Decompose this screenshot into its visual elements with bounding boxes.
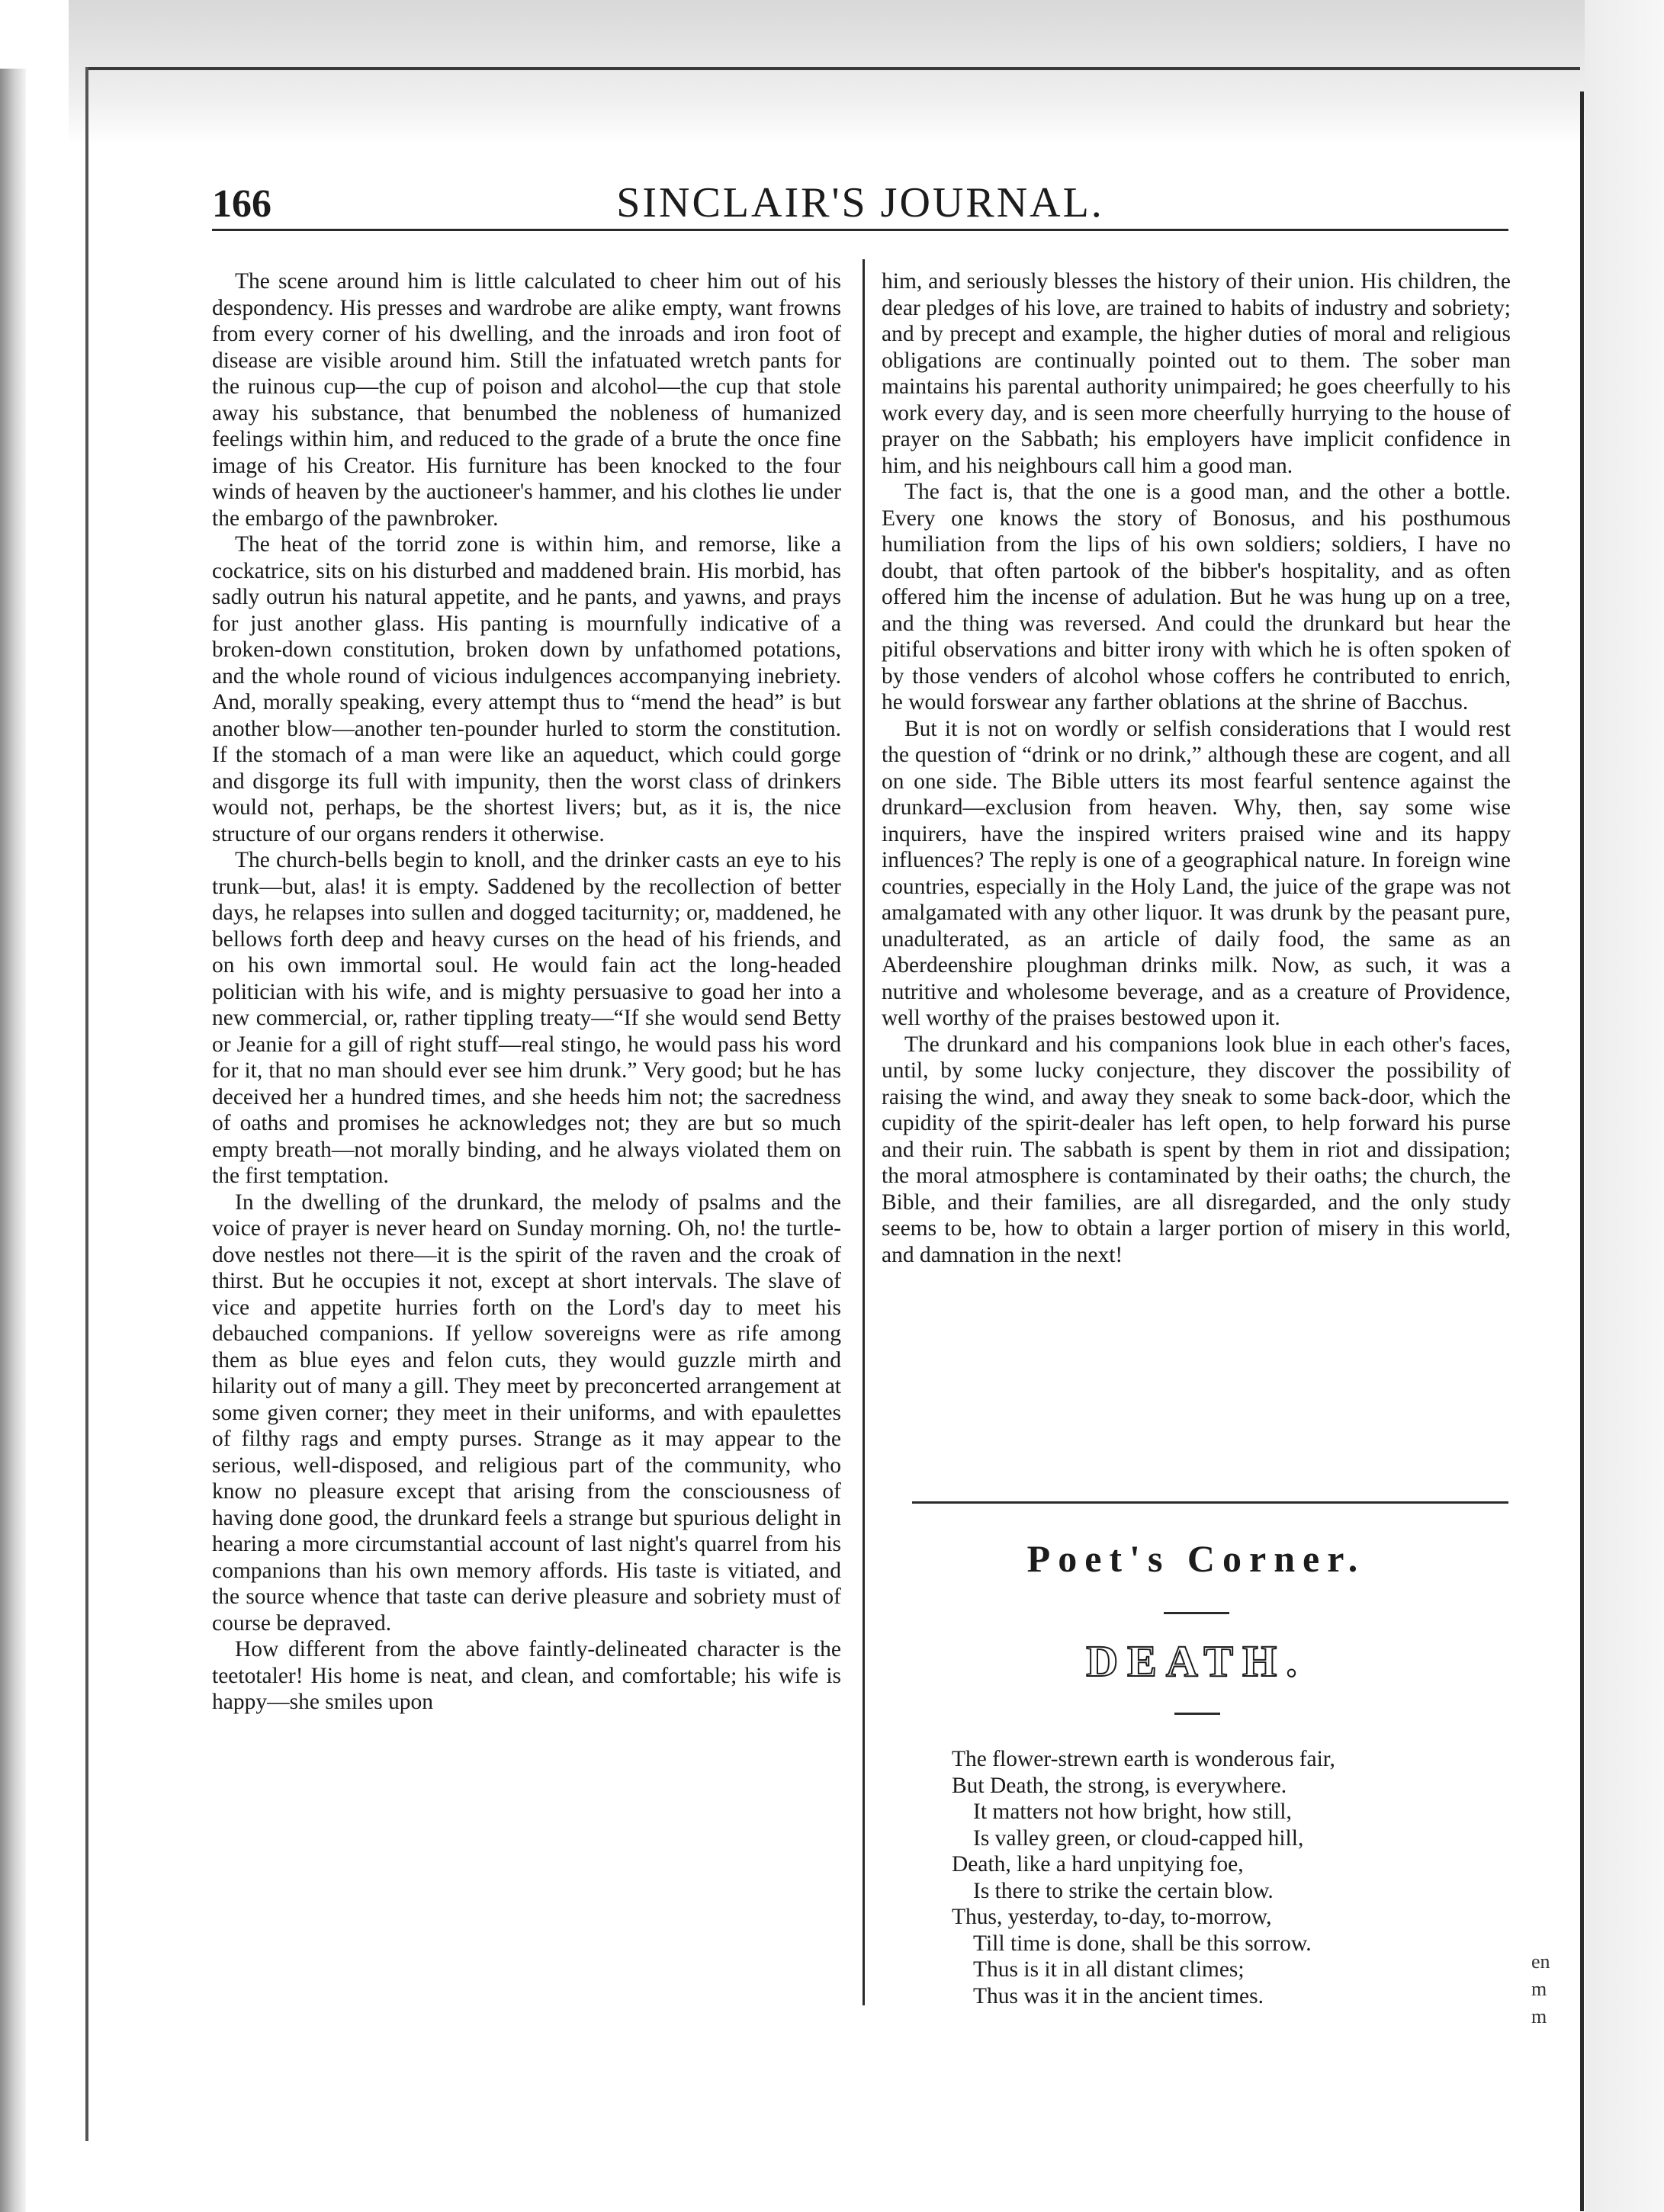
page-header (212, 175, 1508, 231)
paragraph: How different from the above faintly-delineated character is the teetotaler! His home is neat, and clean, and comfortable; his wife is happy—she smiles upon (212, 1637, 841, 1714)
paragraph: But it is not on wordly or selfish considerations that I would rest the question of “drink or no drink,” although these are cogent, and all on one side. The Bible utters its most fearful sentence against the drunkard—exclusion from heaven. Why, then, say some wise inquirers, have the inspired writers praised wine and its happy influences? The reply is one of a geographical nature. In foreign wine countries, especially in the Holy Land, the juice of the grape was not amalgamated with any other liquor. It was drunk by the peasant pure, unadulterated, as an article of daily food, the same as an Aberdeenshire ploughman drinks milk. Now, as such, it was a nutritive and wholesome beverage, and as a creature of Providence, well worthy of the praises bestowed upon it. (882, 716, 1511, 1030)
poem-line: Till time is done, shall be this sorrow. (973, 1931, 1312, 1956)
column-divider (863, 259, 865, 2005)
paragraph: him, and seriously blesses the history of their union. His children, the dear pledges of his love, are trained to habits of industry and sobriety; and by precept and example, the higher duties of moral and religious obligations are continually pointed out to them. The sober man maintains his parental authority unimpaired; he goes cheerfully to his work every day, and is seen more cheerfully hurrying to the house of prayer on the Sabbath; his employers have implicit confidence in him, and his neighbours call him a good man. (882, 269, 1511, 478)
page-border-left (85, 67, 88, 2141)
short-rule (1174, 1713, 1220, 1715)
poem-line: Is valley green, or cloud-capped hill, (973, 1825, 1304, 1851)
poem-line: But Death, the strong, is everywhere. (952, 1773, 1287, 1798)
short-rule (1164, 1612, 1229, 1614)
section-rule (912, 1501, 1508, 1504)
poem-line: It matters not how bright, how still, (973, 1799, 1292, 1824)
binding-edge (0, 69, 26, 2212)
poem-line: Thus was it in the ancient times. (973, 1983, 1264, 2008)
poem-line: Death, like a hard unpitying foe, (952, 1852, 1244, 1877)
paragraph: The heat of the torrid zone is within him, and remorse, like a cockatrice, sits on his disturbed and maddened brain. His morbid, has sadly outrun his natural appetite, and he pants, and yawns, and prays for just another glass. His panting is mournfully indicative of a broken-down constitution, broken down by unfathomed potations, and the whole round of vicious indulgences accompanying inebriety. And, morally speaking, every attempt thus to “mend the head” is but another blow—another ten-pounder hurled to storm the constitution. If the stomach of a man were like an aqueduct, which could gorge and disgorge its full with impunity, then the worst class of drinkers would not, perhaps, be the shortest livers; but, as it is, the nice structure of our organs renders it otherwise. (212, 532, 841, 846)
paragraph: In the dwelling of the drunkard, the melody of psalms and the voice of prayer is never heard on Sunday morning. Oh, no! the turtle-dove nestles not there—it is the spirit of the raven and the croak of thirst. But he occupies it not, except at short intervals. The slave of vice and appetite hurries forth on the Lord's day to meet his debauched companions. If yellow sovereigns were as rife among them as blue eyes and felon cuts, they would guzzle mirth and hilarity out of many a gill. They meet by preconcerted arrangement at some given corner; they meet in their uniforms, and with epaulettes of filthy rags and empty purses. Strange as it may appear to the serious, well-disposed, and religious part of the community, who know no pleasure except that arising from the consciousness of having done good, the drunkard feels a strange but spurious delight in hearing a more circumstantial account of last night's quarrel from his companions than his own memory affords. His taste is vitiated, and the source whence that taste can derive pleasure and sobriety must of course be depraved. (212, 1189, 841, 1636)
margin-fragment: en (1531, 1950, 1550, 1973)
poem-title: DEATH. (1086, 1636, 1306, 1686)
poets-corner-heading: Poet's Corner. (1026, 1537, 1366, 1580)
margin-fragment: m (1531, 2005, 1547, 2027)
page-right-rule (1580, 91, 1584, 2211)
poem-line: Thus is it in all distant climes; (973, 1957, 1245, 1982)
right-column (882, 268, 1511, 1268)
scan-top-edge (69, 0, 1586, 145)
margin-fragment: m (1531, 1978, 1547, 2000)
paragraph: The drunkard and his companions look blue in each other's faces, until, by some lucky conjecture, they discover the possibility of raising the wind, and away they sneak to some back-door, which the cupidity of the spirit-dealer has left open, to help forward his purse and their ruin. The sabbath is spent by them in riot and dissipation; the moral atmosphere is contaminated by their oaths; the church, the Bible, and their families, are all disregarded, and the only study seems to be, how to obtain a larger portion of misery in this world, and damnation in the next! (882, 1032, 1511, 1267)
next-page-strip (1585, 0, 1664, 2212)
running-title: SINCLAIR'S JOURNAL. (616, 179, 1104, 226)
paragraph: The church-bells begin to knoll, and the drinker casts an eye to his trunk—but, alas! it is empty. Saddened by the recollection of better days, he relapses into sullen and dogged taciturnity; or, maddened, he bellows forth deep and heavy curses on the head of his friends, and on his own immortal soul. He would fain act the long-headed politician with his wife, and is mighty persuasive to goad her into a new commercial, or, rather tippling treaty—“If she would send Betty or Jeanie for a gill of right stuff—real stingo, he would pass his word for it, that no man should ever see him drunk.” Very good; but he has deceived her a hundred times, and she heeds him not; the sacredness of oaths and promises he acknowledges not; they are but so much empty breath—not morally binding, and he always violated them on the first temptation. (212, 848, 841, 1188)
paragraph: The fact is, that the one is a good man, and the other a bottle. Every one knows the story of Bonosus, and his posthumous humiliation from the lips of his own soldiers; soldiers, I have no doubt, that often partook of the bibber's hospitality, and as often offered him the incense of adulation. But he was hung up on a tree, and the thing was reversed. And could the drunkard but hear the pitiful observations and bitter irony with which he is often spoken of by those venders of alcohol whose coffers he contributed to enrich, he would forswear any farther oblations at the shrine of Bacchus. (882, 480, 1511, 714)
poem-line: Thus, yesterday, to-day, to-morrow, (952, 1905, 1272, 1929)
poem-line: The flower-strewn earth is wonderous fair, (952, 1747, 1335, 1771)
page-number: 166 (212, 182, 271, 226)
poem-line: Is there to strike the certain blow. (973, 1878, 1274, 1903)
page-border-top (85, 67, 1580, 70)
paragraph: The scene around him is little calculated to cheer him out of his despondency. His presses and wardrobe are alike empty, want frowns from every corner of his dwelling, and the inroads and iron foot of disease are visible around him. Still the infatuated wretch pants for the ruinous cup—the cup of poison and alcohol—the cup that stole away his substance, that benumbed the nobleness of humanized feelings within him, and reduced to the grade of a brute the once fine image of his Creator. His furniture has been knocked to the four winds of heaven by the auctioneer's hammer, and his clothes lie under the embargo of the pawnbroker. (212, 269, 841, 531)
poem (952, 1746, 1516, 2009)
left-column (212, 268, 841, 1716)
